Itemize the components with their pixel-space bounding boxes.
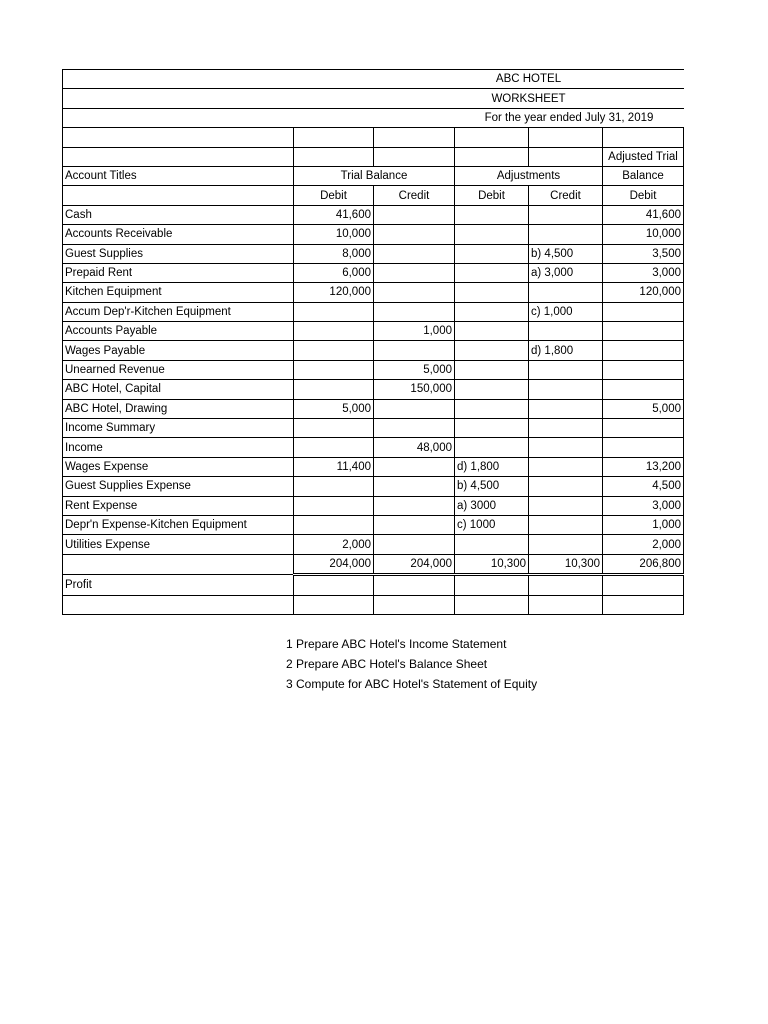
adj-debit-cell [455,341,529,360]
blank-cell [455,595,529,614]
tb-debit-cell [294,515,374,534]
tb-credit-cell: 5,000 [374,360,455,379]
account-row [63,477,684,496]
profit-label: Profit [63,575,294,595]
atb-debit-cell: 41,600 [603,205,684,224]
trial-balance-header: Trial Balance [294,166,455,185]
profit-cell [374,575,455,595]
account-row [63,535,684,554]
atb-debit-cell: 10,000 [603,225,684,244]
account-row [63,205,684,224]
account-titles-header: Account Titles [63,166,294,185]
atb-debit-cell: 3,500 [603,244,684,263]
account-row [63,438,684,457]
atb-debit-cell [603,341,684,360]
period-row [63,108,684,127]
totals-row [63,554,684,574]
account-row [63,360,684,379]
account-title: Accum Dep'r-Kitchen Equipment [63,302,294,321]
account-row [63,515,684,534]
doc-row [63,89,684,108]
tb-debit-cell [294,438,374,457]
blank-cell [63,595,294,614]
atb-debit-cell [603,380,684,399]
tb-credit-cell [374,419,455,438]
account-title: ABC Hotel, Capital [63,380,294,399]
blank-cell [374,595,455,614]
profit-cell [603,575,684,595]
adj-debit-cell [455,225,529,244]
tb-credit-cell [374,515,455,534]
tb-debit-cell: 2,000 [294,535,374,554]
account-title: Guest Supplies [63,244,294,263]
tb-credit-cell: 150,000 [374,380,455,399]
total-tb-credit: 204,000 [374,554,455,574]
adj-credit-cell [529,360,603,379]
instructions [286,634,537,694]
adj-credit-cell [529,399,603,418]
adj-credit-cell [529,283,603,302]
account-title: Guest Supplies Expense [63,477,294,496]
tb-credit-cell [374,457,455,476]
tb-debit-cell: 10,000 [294,225,374,244]
atb-debit-cell [603,419,684,438]
adj-credit-cell: c) 1,000 [529,302,603,321]
tb-debit-cell: 8,000 [294,244,374,263]
account-title: Depr'n Expense-Kitchen Equipment [63,515,294,534]
adj-credit-cell [529,205,603,224]
atb-debit-cell [603,322,684,341]
account-title: Wages Payable [63,341,294,360]
tb-credit-cell: 1,000 [374,322,455,341]
tb-credit-cell [374,496,455,515]
tb-debit-cell: 11,400 [294,457,374,476]
tb-credit-cell [374,225,455,244]
account-title: Unearned Revenue [63,360,294,379]
adj-debit-cell [455,302,529,321]
tb-credit-cell [374,283,455,302]
profit-cell [294,575,374,595]
tb-debit-cell: 120,000 [294,283,374,302]
tb-debit-cell [294,302,374,321]
adj-debit-cell: c) 1000 [455,515,529,534]
account-title: Income Summary [63,419,294,438]
balance-label: Balance [603,166,684,185]
adj-debit-cell [455,244,529,263]
adj-credit-header: Credit [529,186,603,205]
adj-credit-cell [529,515,603,534]
account-row [63,341,684,360]
atb-debit-cell: 1,000 [603,515,684,534]
tb-debit-cell: 41,600 [294,205,374,224]
tb-credit-cell [374,399,455,418]
tb-debit-cell [294,419,374,438]
account-row [63,322,684,341]
adj-debit-cell [455,419,529,438]
adj-credit-cell: a) 3,000 [529,263,603,282]
blank-row [63,595,684,614]
blank-cell [294,595,374,614]
atb-debit-cell: 2,000 [603,535,684,554]
atb-debit-cell: 120,000 [603,283,684,302]
atb-debit-cell: 3,000 [603,263,684,282]
adj-debit-cell: a) 3000 [455,496,529,515]
tb-debit-cell: 6,000 [294,263,374,282]
atb-debit-cell: 3,000 [603,496,684,515]
tb-credit-header: Credit [374,186,455,205]
tb-debit-cell [294,360,374,379]
adj-debit-cell: d) 1,800 [455,457,529,476]
worksheet-table [62,69,684,615]
header-row-3 [63,186,684,205]
blank-cell [603,595,684,614]
adj-debit-cell [455,322,529,341]
tb-credit-cell: 48,000 [374,438,455,457]
account-row [63,244,684,263]
adj-credit-cell [529,477,603,496]
account-row [63,263,684,282]
adj-debit-cell [455,380,529,399]
adj-debit-cell: b) 4,500 [455,477,529,496]
adj-credit-cell [529,380,603,399]
tb-credit-cell [374,205,455,224]
account-title: Cash [63,205,294,224]
adjustments-header: Adjustments [455,166,603,185]
account-title: Accounts Receivable [63,225,294,244]
adj-debit-cell [455,205,529,224]
account-title: Prepaid Rent [63,263,294,282]
atb-debit-header: Debit [603,186,684,205]
instruction-3: 3 Compute for ABC Hotel's Statement of Equity [286,677,538,691]
adj-credit-cell [529,457,603,476]
profit-row [63,575,684,595]
instruction-1: 1 Prepare ABC Hotel's Income Statement [286,637,507,651]
adj-credit-cell [529,419,603,438]
adj-debit-cell [455,263,529,282]
total-tb-debit: 204,000 [294,554,374,574]
totals-label-cell [63,554,294,574]
total-adj-debit: 10,300 [455,554,529,574]
adj-credit-cell [529,225,603,244]
account-title: ABC Hotel, Drawing [63,399,294,418]
adj-debit-cell [455,399,529,418]
adj-credit-cell [529,438,603,457]
atb-debit-cell [603,360,684,379]
tb-credit-cell [374,535,455,554]
adj-credit-cell: d) 1,800 [529,341,603,360]
account-row [63,380,684,399]
adj-debit-cell [455,283,529,302]
tb-credit-cell [374,263,455,282]
tb-credit-cell [374,477,455,496]
account-title: Wages Expense [63,457,294,476]
account-row [63,496,684,515]
adj-debit-header: Debit [455,186,529,205]
adj-credit-cell [529,496,603,515]
tb-credit-cell [374,302,455,321]
tb-debit-cell [294,322,374,341]
title-row [63,70,684,89]
tb-credit-cell [374,341,455,360]
header-row-1 [63,147,684,166]
blank-row [63,128,684,147]
company-name: ABC HOTEL [455,70,603,89]
profit-cell [455,575,529,595]
adj-debit-cell [455,535,529,554]
adj-credit-cell [529,322,603,341]
adj-debit-cell [455,438,529,457]
tb-debit-cell: 5,000 [294,399,374,418]
account-title: Accounts Payable [63,322,294,341]
account-title: Rent Expense [63,496,294,515]
tb-debit-cell [294,341,374,360]
account-row [63,302,684,321]
account-row [63,399,684,418]
account-title: Utilities Expense [63,535,294,554]
atb-debit-cell: 4,500 [603,477,684,496]
atb-debit-cell [603,302,684,321]
atb-debit-cell [603,438,684,457]
account-title: Kitchen Equipment [63,283,294,302]
adj-credit-cell: b) 4,500 [529,244,603,263]
blank-cell [529,595,603,614]
tb-debit-header: Debit [294,186,374,205]
header-row-2 [63,166,684,185]
tb-debit-cell [294,477,374,496]
instruction-2: 2 Prepare ABC Hotel's Balance Sheet [286,657,488,671]
tb-debit-cell [294,496,374,515]
account-row [63,283,684,302]
tb-credit-cell [374,244,455,263]
adj-credit-cell [529,535,603,554]
account-title: Income [63,438,294,457]
atb-debit-cell: 13,200 [603,457,684,476]
atb-debit-cell: 5,000 [603,399,684,418]
account-row [63,225,684,244]
profit-cell [529,575,603,595]
account-row [63,419,684,438]
period: For the year ended July 31, 2019 [455,108,684,127]
adj-debit-cell [455,360,529,379]
document-title: WORKSHEET [455,89,603,108]
adjusted-trial-label: Adjusted Trial [603,147,684,166]
tb-debit-cell [294,380,374,399]
account-row [63,457,684,476]
total-atb-debit: 206,800 [603,554,684,574]
total-adj-credit: 10,300 [529,554,603,574]
